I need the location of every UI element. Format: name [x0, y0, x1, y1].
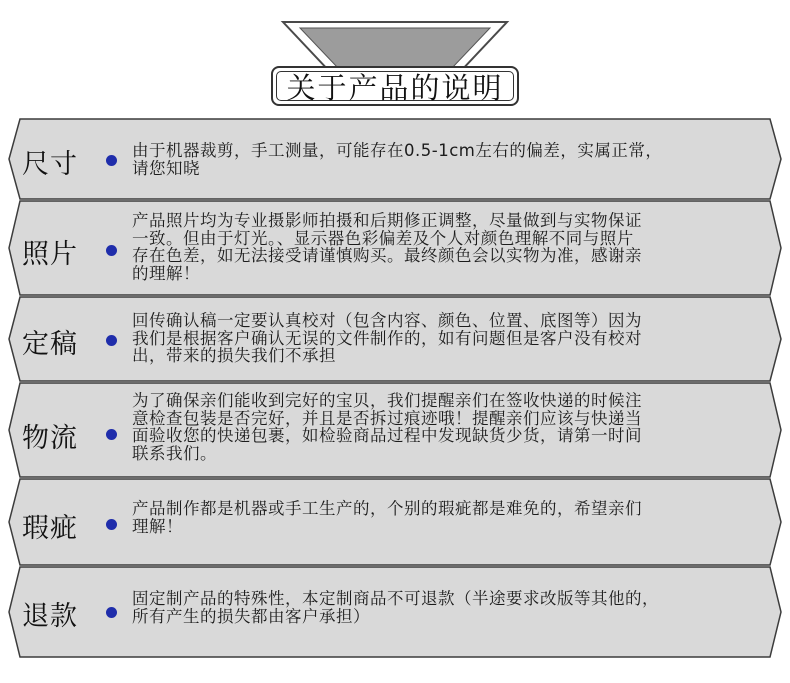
- bullet-icon: [106, 335, 117, 346]
- item-text: 为了确保亲们能收到完好的宝贝，我们提醒亲们在签收快递的时候注 意检查包装是否完好，并且是否拆过痕迹哦！提醒亲们应该与快递当 面验收您的快递包裹，如检验商品过程中发现缺货少货，请第一时间 联系我们。: [132, 391, 642, 463]
- item-row-final-draft: [8, 296, 782, 382]
- page-title: 关于产品的说明: [286, 70, 504, 105]
- header: [0, 0, 790, 112]
- bullet-icon: [106, 155, 117, 166]
- item-row-size: [8, 118, 782, 200]
- item-label: 瑕疵: [22, 513, 78, 544]
- item-label: 尺寸: [22, 149, 78, 180]
- item-row-photo: [8, 200, 782, 296]
- item-label: 定稿: [22, 329, 78, 360]
- title-box: [271, 66, 519, 106]
- bullet-icon: [106, 519, 117, 530]
- bullet-icon: [106, 607, 117, 618]
- bullet-icon: [106, 429, 117, 440]
- item-text: 回传确认稿一定要认真校对（包含内容、颜色、位置、底图等）因为 我们是根据客户确认无误的文件制作的，如有问题但是客户没有校对 出，带来的损失我们不承担: [132, 311, 642, 365]
- bullet-icon: [106, 245, 117, 256]
- item-label: 物流: [22, 423, 78, 454]
- item-text: 由于机器裁剪，手工测量，可能存在0.5-1cm左右的偏差，实属正常， 请您知晓: [132, 141, 663, 178]
- item-label: 照片: [22, 239, 78, 270]
- item-row-logistics: [8, 382, 782, 478]
- item-row-refund: [8, 566, 782, 658]
- item-text: 产品制作都是机器或手工生产的，个别的瑕疵都是难免的，希望亲们 理解！: [132, 499, 642, 536]
- item-text: 产品照片均为专业摄影师拍摄和后期修正调整，尽量做到与实物保证 一致。但由于灯光。、显示器色彩偏差及个人对颜色理解不同与照片 存在色差，如无法接受请谨慎购买。最终颜色会以实物为准，感谢亲 的理解！: [132, 211, 642, 283]
- item-text: 固定制产品的特殊性，本定制商品不可退款（半途要求改版等其他的， 所有产生的损失都由客户承担）: [132, 589, 659, 626]
- item-row-defects: [8, 478, 782, 566]
- item-label: 退款: [22, 601, 78, 632]
